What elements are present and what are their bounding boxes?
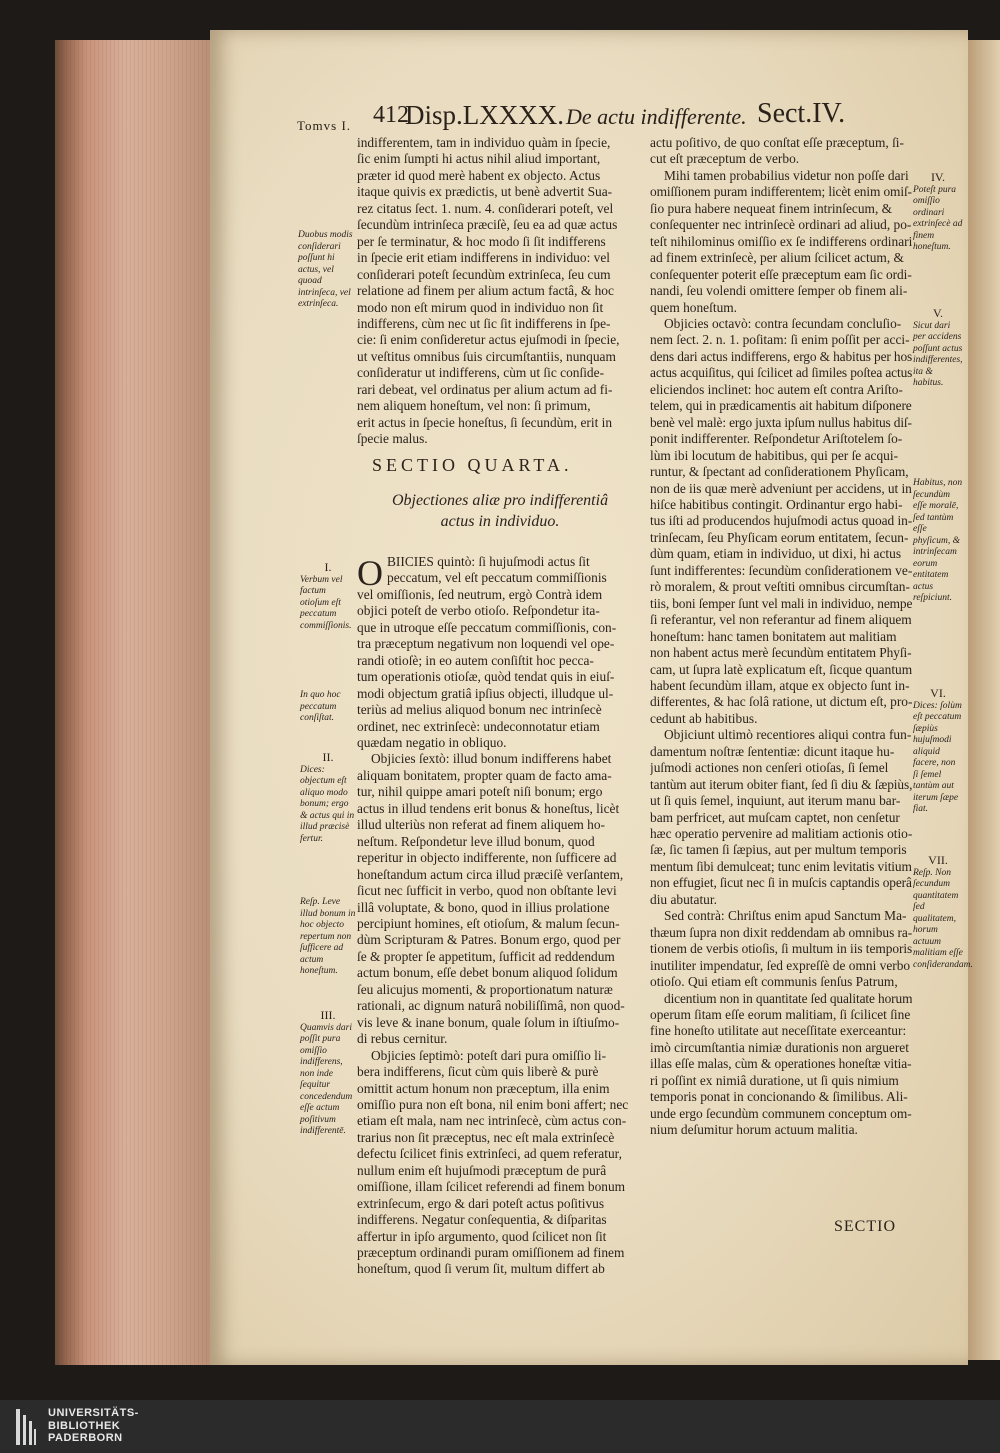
text-line: ſæ, ſic tamen ſi ſæpius, aut per multum temporis — [650, 842, 907, 858]
text-line: que in utroque eſſe peccatum commiſſionis, con- — [357, 619, 617, 635]
text-line: ut veſtitus omnibus ſuis circumſtantiis, nunquam — [357, 348, 616, 364]
text-line: rò moralem, & prout veſtiti omnibus circumſtan- — [650, 579, 910, 595]
margin-note — [913, 478, 963, 605]
margin-note-text: Verbum vel factum otioſum eſt peccatum commiſſionis. — [300, 574, 352, 631]
text-line: temporis ponat in concionando & ſimilibus. Ali- — [650, 1089, 908, 1105]
text-line: præceptum ordinandi puram omiſſionem ad finem — [357, 1245, 625, 1261]
margin-note-text: In quo hoc peccatum conſiſtat. — [300, 690, 341, 723]
text-line: BIICIES quintò: ſi hujuſmodi actus ſit — [387, 554, 590, 569]
right-column — [650, 135, 912, 1139]
text-line: imò circumſtantia nimiæ durationis non argueret — [650, 1039, 909, 1055]
text-line: conſiderari poteſt ſecundùm extrinſeca, ſeu cum — [357, 266, 611, 282]
text-line: peccatum, vel eſt peccatum commiſſionis — [387, 570, 607, 586]
text-line: dens dari actus indifferens, ergo & habitus per hos — [650, 348, 912, 364]
margin-note-number: V. — [932, 306, 944, 320]
text-line: dùm Scripturam & Patres. Bonum ergo, quod per — [357, 932, 621, 948]
library-name-line: BIBLIOTHEK — [48, 1419, 121, 1432]
text-line: omiſſio pura non eſt bona, nil enim boni affert; nec — [357, 1096, 629, 1112]
volume-label: Tomvs I. — [297, 118, 352, 133]
text-line: indifferentem, tam in individuo quàm in ſpecie, — [357, 135, 611, 150]
margin-note-number: III. — [320, 1008, 336, 1022]
text-line: Objicies octavò: contra ſecundam concluſio- — [664, 315, 902, 331]
text-line: extrinſecum, ergo & dari poteſt actus poſitivus — [357, 1195, 605, 1211]
text-line: rari debeat, vel ordinatus per alium actum ad fi- — [357, 381, 613, 397]
library-name — [48, 1407, 139, 1445]
text-line: ſe & propter ſe appetitum, ſufficit ad reddendum — [357, 948, 615, 964]
text-line: ut ſi quis ſemel, inquiunt, aut iterum manu bar- — [650, 793, 901, 809]
text-line: modi objectum gratiâ ipſius objecti, illudque ul- — [357, 685, 614, 701]
text-line: Objiciunt ultimò recentiores aliqui contra fun- — [664, 727, 912, 743]
margin-note-text: Poteſt pura omiſſio ordinari extrinſecè ad finem honeſtum. — [913, 184, 963, 252]
section-title: SECTIO QUARTA. — [372, 455, 573, 475]
text-line: fine honeſto utilitate aut neceſſitate exerceantur: — [650, 1023, 907, 1039]
text-line: per ſe terminatur, & hoc modo ſi ſit indifferens — [357, 233, 606, 249]
text-line: tum operationis otioſæ, quòd tendat quis in eiuſ- — [357, 669, 615, 685]
text-line: nem ſect. 2. n. 1. poſitam: ſi enim poſſit per acci- — [650, 332, 910, 348]
text-line: honeſtum: hanc tamen bonitatem aut malitiam — [650, 628, 897, 644]
margin-note — [913, 308, 963, 390]
text-line: itaque quivis ex prædictis, ut benè advertit Sua- — [357, 184, 613, 200]
text-line: actum bonum, eſſe debet bonum aliquod ſolidum — [357, 965, 618, 981]
facing-page-edge — [966, 40, 1000, 1360]
margin-note — [298, 230, 354, 311]
left-column-top — [357, 135, 632, 448]
text-line: trarius non ſit præceptus, nec eſt mala extrinſecè — [357, 1129, 615, 1145]
text-line: erit actus in ſpecie honeſtus, ſi ſecundùm, erit in — [357, 414, 613, 430]
text-line: percipiunt homines, eſt otioſum, & malum ſecun- — [357, 915, 620, 931]
text-line: non de iis quæ merè adveniunt per accidens, ut in — [650, 480, 912, 496]
text-line: defectu ſcilicet finis extrinſeci, ad quem referatur, — [357, 1146, 622, 1162]
text-line: telem, qui in prædicamentis ait habitum diſponere — [650, 398, 912, 414]
text-line: nium deſumitur horum actuum malitia. — [650, 1122, 858, 1138]
text-line: cie: ſi enim conſideretur actus ejuſmodi in ſpecie, — [357, 332, 620, 348]
text-line: runtur, & ſpectant ad conſiderationem Phyſicam, — [650, 464, 909, 480]
catchword: SECTIO — [834, 1218, 896, 1235]
text-line: lùm ibi locutum de habitibus, qui per ſe acqui- — [650, 447, 899, 463]
margin-note-number: II. — [322, 750, 334, 764]
text-line: tionem de verbis otioſis, ſi multum in iis temporis — [650, 941, 912, 957]
text-line: conſequenter nec intrinſecè ordinari ad aliud, po- — [650, 217, 912, 233]
text-line: conſideratur ut indifferens, cùm ut ſic conſide- — [357, 365, 605, 381]
text-line: differentes, & hac ſolâ ratione, ut dictum eſt, pro- — [650, 694, 912, 710]
margin-note — [300, 690, 356, 725]
margin-note-number: VI. — [930, 686, 946, 700]
text-line: randi otioſè; in eo autem conſiſtit hoc pecca- — [357, 652, 594, 668]
margin-note — [913, 688, 963, 816]
text-line: honeſtandum actum circa illud præciſè verſantem, — [357, 866, 624, 882]
margin-note-number: IV. — [930, 170, 946, 184]
text-line: diu abutatur. — [650, 891, 717, 907]
text-line: ad finem extrinſecè, per alium ſcilicet actum, & — [650, 250, 904, 266]
text-line: in ſpecie erit etiam indifferens in individuo: vel — [357, 250, 610, 266]
text-line: rationali, ac dignum naturâ nobiliſſimâ, non quod- — [357, 998, 625, 1014]
text-line: actus in illud tendens erit bonus & honeſtus, licèt — [357, 800, 620, 816]
text-line: vis leve & inane bonum, quale ſolum in iſtiuſmo- — [357, 1014, 620, 1030]
text-line: Objicies ſextò: illud bonum indifferens habet — [371, 751, 612, 767]
text-line: cam, ut ſupra latè explicatum eſt, ſicque quantum — [650, 661, 912, 677]
text-line: tus iſti ad producendos hujuſmodi actus quoad in- — [650, 513, 912, 529]
text-line: etiam eſt mala, nam nec intrinſecè, cùm actus con- — [357, 1113, 627, 1129]
text-line: relatione ad finem per alium actum factâ, & hoc — [357, 283, 614, 299]
margin-note — [913, 853, 973, 971]
text-line: tiis, boni ſemper ſunt vel mali in individuo, nempe — [650, 595, 912, 611]
margin-note-text: Quamvis dari poſſit pura omiſſio indifferens, non inde ſequitur concedendum eſſe actum poſitivum indifferentē. — [300, 1022, 353, 1136]
book-page-edges — [55, 40, 215, 1365]
text-line: di rebus cernitur. — [357, 1031, 448, 1047]
left-column-body — [357, 554, 632, 1278]
text-line: otioſo. Qui etiam eſt communis ſenſus Patrum, — [650, 974, 898, 990]
text-line: tantùm aut iterum obiter fiant, ſed ſi diu & ſæpiùs, — [650, 776, 912, 792]
margin-note-text: Habitus, non ſecundùm eſſe moralē, ſed tantùm eſſe phyſicum, & intrinſecam eorum entitatem actus reſpiciunt. — [913, 478, 963, 603]
text-line: eliciendos inclinet: hoc autem eſt contra Ariſto- — [650, 381, 903, 397]
text-line: tra præceptum negativum non loquendi vel ope- — [357, 636, 615, 652]
text-line: hiſce habitibus contingit. Ordinantur ergo habi- — [650, 496, 903, 512]
text-line: ſeu alicujus momenti, & proportionatum naturæ — [357, 981, 613, 997]
library-logo-icon — [14, 1407, 38, 1447]
text-line: ſic enim ſumpti hi actus nihil aliud important, — [357, 151, 601, 167]
margin-note — [913, 172, 963, 254]
text-line: inutiliter impendatur, ſed expreſſè de omni verbo — [650, 957, 911, 973]
text-line: ſunt indifferentes: ſecundùm conſiderationem ve- — [650, 562, 912, 578]
text-line: benè vel malè: ergo juxta ipſum nullus habitus diſ- — [650, 414, 912, 430]
margin-note-text: Sicut dari per accidens poſſunt actus indifferentes, ita & habitus. — [913, 320, 963, 388]
section-heading: Sect.IV. — [757, 98, 846, 129]
text-line: dùm quam, etiam in individuo, ut dixi, hi actus — [650, 546, 902, 562]
text-line: omiſſionem puram indifferentem; licèt enim omiſ- — [650, 184, 912, 200]
text-line: non habent actus merè ſecundùm entitatem Phyſi- — [650, 645, 912, 661]
text-line: teriùs ad melius aliquod bonum nec intrinſecè — [357, 702, 602, 718]
text-line: indifferens, cùm nec ut ſic ſit indifferens in ſpe- — [357, 315, 611, 331]
text-line: unde ergo ſecundùm communem conceptum om- — [650, 1105, 912, 1121]
text-line: operum ſitam eſſe eorum malitiam, ſi ſcilicet ſine — [650, 1007, 911, 1023]
library-footer — [0, 1400, 1000, 1453]
margin-note-text: Dices: ſolùm eſt peccatum ſæpiùs hujuſmodi aliquid facere, non ſi ſemel tantùm aut iterum ſæpe fiat. — [913, 700, 962, 814]
text-line: juſmodi actiones non cenſeri otioſas, ſi ſemel — [650, 760, 889, 776]
text-line: rez citatus ſect. 1. num. 4. conſiderari poteſt, vel — [357, 200, 614, 216]
margin-note — [300, 562, 356, 632]
text-line: ſicut nec ſufficit in verbo, quod non obſtante levi — [357, 883, 617, 899]
text-line: quem honeſtum. — [650, 299, 738, 315]
text-line: ſi referantur, vel non referantur ad finem aliquem — [650, 612, 912, 628]
text-line: conſequenter poterit eſſe præceptum eam ſic ordi- — [650, 266, 912, 282]
text-line: omiſſione, illam ſcilicet referendi ad finem bonum — [357, 1179, 626, 1195]
text-line: nandi, ſeu volendi omittere ſemper ob finem ali- — [650, 283, 908, 299]
page-number: 412 — [373, 102, 409, 128]
text-line: hæc operatio pervenire ad malitiam actionis otio- — [650, 826, 912, 842]
text-line: teſt nihilominus omiſſio ex ſe indifferens ordinari — [650, 233, 912, 249]
margin-note — [300, 1010, 356, 1138]
text-line: Mihi tamen probabilius videtur non poſſe dari — [664, 167, 909, 183]
text-line: vel omiſſionis, ſed neutrum, ergò Contrà idem — [357, 586, 603, 602]
text-line: Objicies ſeptimò: poteſt dari pura omiſſio li- — [371, 1047, 607, 1063]
text-line: habent ſecundùm illam, atque ex objecto ſunt in- — [650, 677, 910, 693]
disputation-heading: Disp.LXXXX. — [405, 100, 564, 130]
margin-note-text: Reſp. Non ſecundum quantitatem ſed qualitatem, horum actuum malitiam eſſe conſiderandam. — [913, 867, 973, 970]
text-line: non effugiet, ſicut nec ſi in muſcis captandis operâ — [650, 875, 912, 891]
section-subtitle-line: Objectiones aliæ pro indifferentiâ — [391, 492, 609, 509]
text-line: actu poſitivo, de quo conſtat eſſe præceptum, ſi- — [650, 135, 904, 150]
margin-note-text: Duobus modis conſiderari poſſunt hi actus, vel quoad intrinſeca, vel extrinſeca. — [298, 230, 353, 309]
text-line: cut eſt præceptum de verbo. — [650, 151, 800, 167]
section-subtitle — [375, 490, 625, 532]
text-line: nullum enim eſt hujuſmodi præceptum de purâ — [357, 1162, 607, 1178]
text-line: indifferens. Negatur conſequentia, & diſparitas — [357, 1212, 607, 1228]
text-line: aliquam bonitatem, propter quam de facto ama- — [357, 767, 612, 783]
text-line: quædam negatio in obliquo. — [357, 734, 507, 750]
text-line: damentum noſtræ ſententiæ: dicunt itaque hu- — [650, 743, 895, 759]
library-name-line: UNIVERSITÄTS- — [48, 1407, 139, 1419]
text-line: bam perfricet, aut muſcam captet, non cenſetur — [650, 809, 900, 825]
library-name-line: PADERBORN — [48, 1432, 123, 1444]
text-line: tur, nihil quippe amari poteſt niſi bonum; ergo — [357, 784, 603, 800]
text-line: trinſecam, ſeu Phyſicam eorum entitatem, ſecun- — [650, 529, 909, 545]
text-line: ſpecie malus. — [357, 431, 428, 447]
text-line: actus acquiſitus, qui ſcilicet ad ſimiles poſtea actus — [650, 365, 912, 381]
text-line: neſtum. Reſpondetur leve illud bonum, quod — [357, 833, 595, 849]
margin-note — [300, 897, 356, 978]
text-line: thæum ſupra non dixit reddendam ab omnibus ra- — [650, 924, 912, 940]
text-line: cedunt ab habitibus. — [650, 710, 758, 726]
text-line: ponit indifferenter. Reſpondetur Ariſtotelem ſo- — [650, 431, 903, 447]
text-line: omittit actum honum non præceptum, illa enim — [357, 1080, 610, 1096]
subject-heading: De actu indifferente. — [566, 104, 747, 129]
text-line: modo non eſt mirum quod in individuo non ſit — [357, 299, 604, 315]
text-line: ſecundùm intrinſeca præciſè, ſeu ea ad quæ actus — [357, 217, 618, 233]
text-line: honeſtum, quod ſi verum ſit, multum differt ab — [357, 1261, 605, 1277]
text-line: bera indifferens, ſicut cùm quis liberè & purè — [357, 1064, 599, 1080]
drop-cap: O — [357, 553, 383, 593]
text-line: ſio pura habere nequeat finem intrinſecum, & — [650, 200, 893, 216]
text-line: Sed contrà: Chriſtus enim apud Sanctum Ma- — [664, 908, 907, 924]
text-line: reperitur in objecto indifferente, non ſufficere ad — [357, 850, 617, 866]
text-line: dicentium non in quantitate ſed qualitate horum — [664, 990, 912, 1006]
margin-note-number: VII. — [928, 853, 948, 867]
text-line: præter id quod merè habent ex objecto. Actus — [357, 167, 601, 183]
section-subtitle-line: actus in individuo. — [440, 513, 560, 530]
text-line: illud ulteriùs non referat ad finem aliquem ho- — [357, 817, 606, 833]
text-line: nem aliquem honeſtum, vel non: ſi primum, — [357, 398, 591, 414]
text-line: mentum ſibi demulceat; tunc enim levitatis vitium — [650, 858, 912, 874]
margin-note-number: I. — [324, 560, 332, 574]
text-line: affertur in ipſo argumento, quod ſcilicet non ſit — [357, 1228, 607, 1244]
text-line: illas eſſe malas, cùm & operationes honeſtæ vitia- — [650, 1056, 912, 1072]
text-line: ordinet, nec extrinſecè: undeconnotatur etiam — [357, 718, 600, 734]
margin-note-text: Reſp. Leve illud bonum in hoc objecto repertum non ſufficere ad actum honeſtum. — [300, 897, 356, 976]
text-line: ri poſſint ex nimiâ duratione, ut ſi quis nimium — [650, 1072, 899, 1088]
margin-note-text: Dices: objectum eſt aliquo modo bonum; ergo & actus qui in illud præcisè fertur. — [300, 764, 355, 844]
margin-note — [300, 752, 356, 845]
text-line: objici poteſt de verbo otioſo. Reſpondetur ita- — [357, 603, 600, 619]
text-line: illâ voluptate, & bono, quod in illius prolatione — [357, 899, 610, 915]
